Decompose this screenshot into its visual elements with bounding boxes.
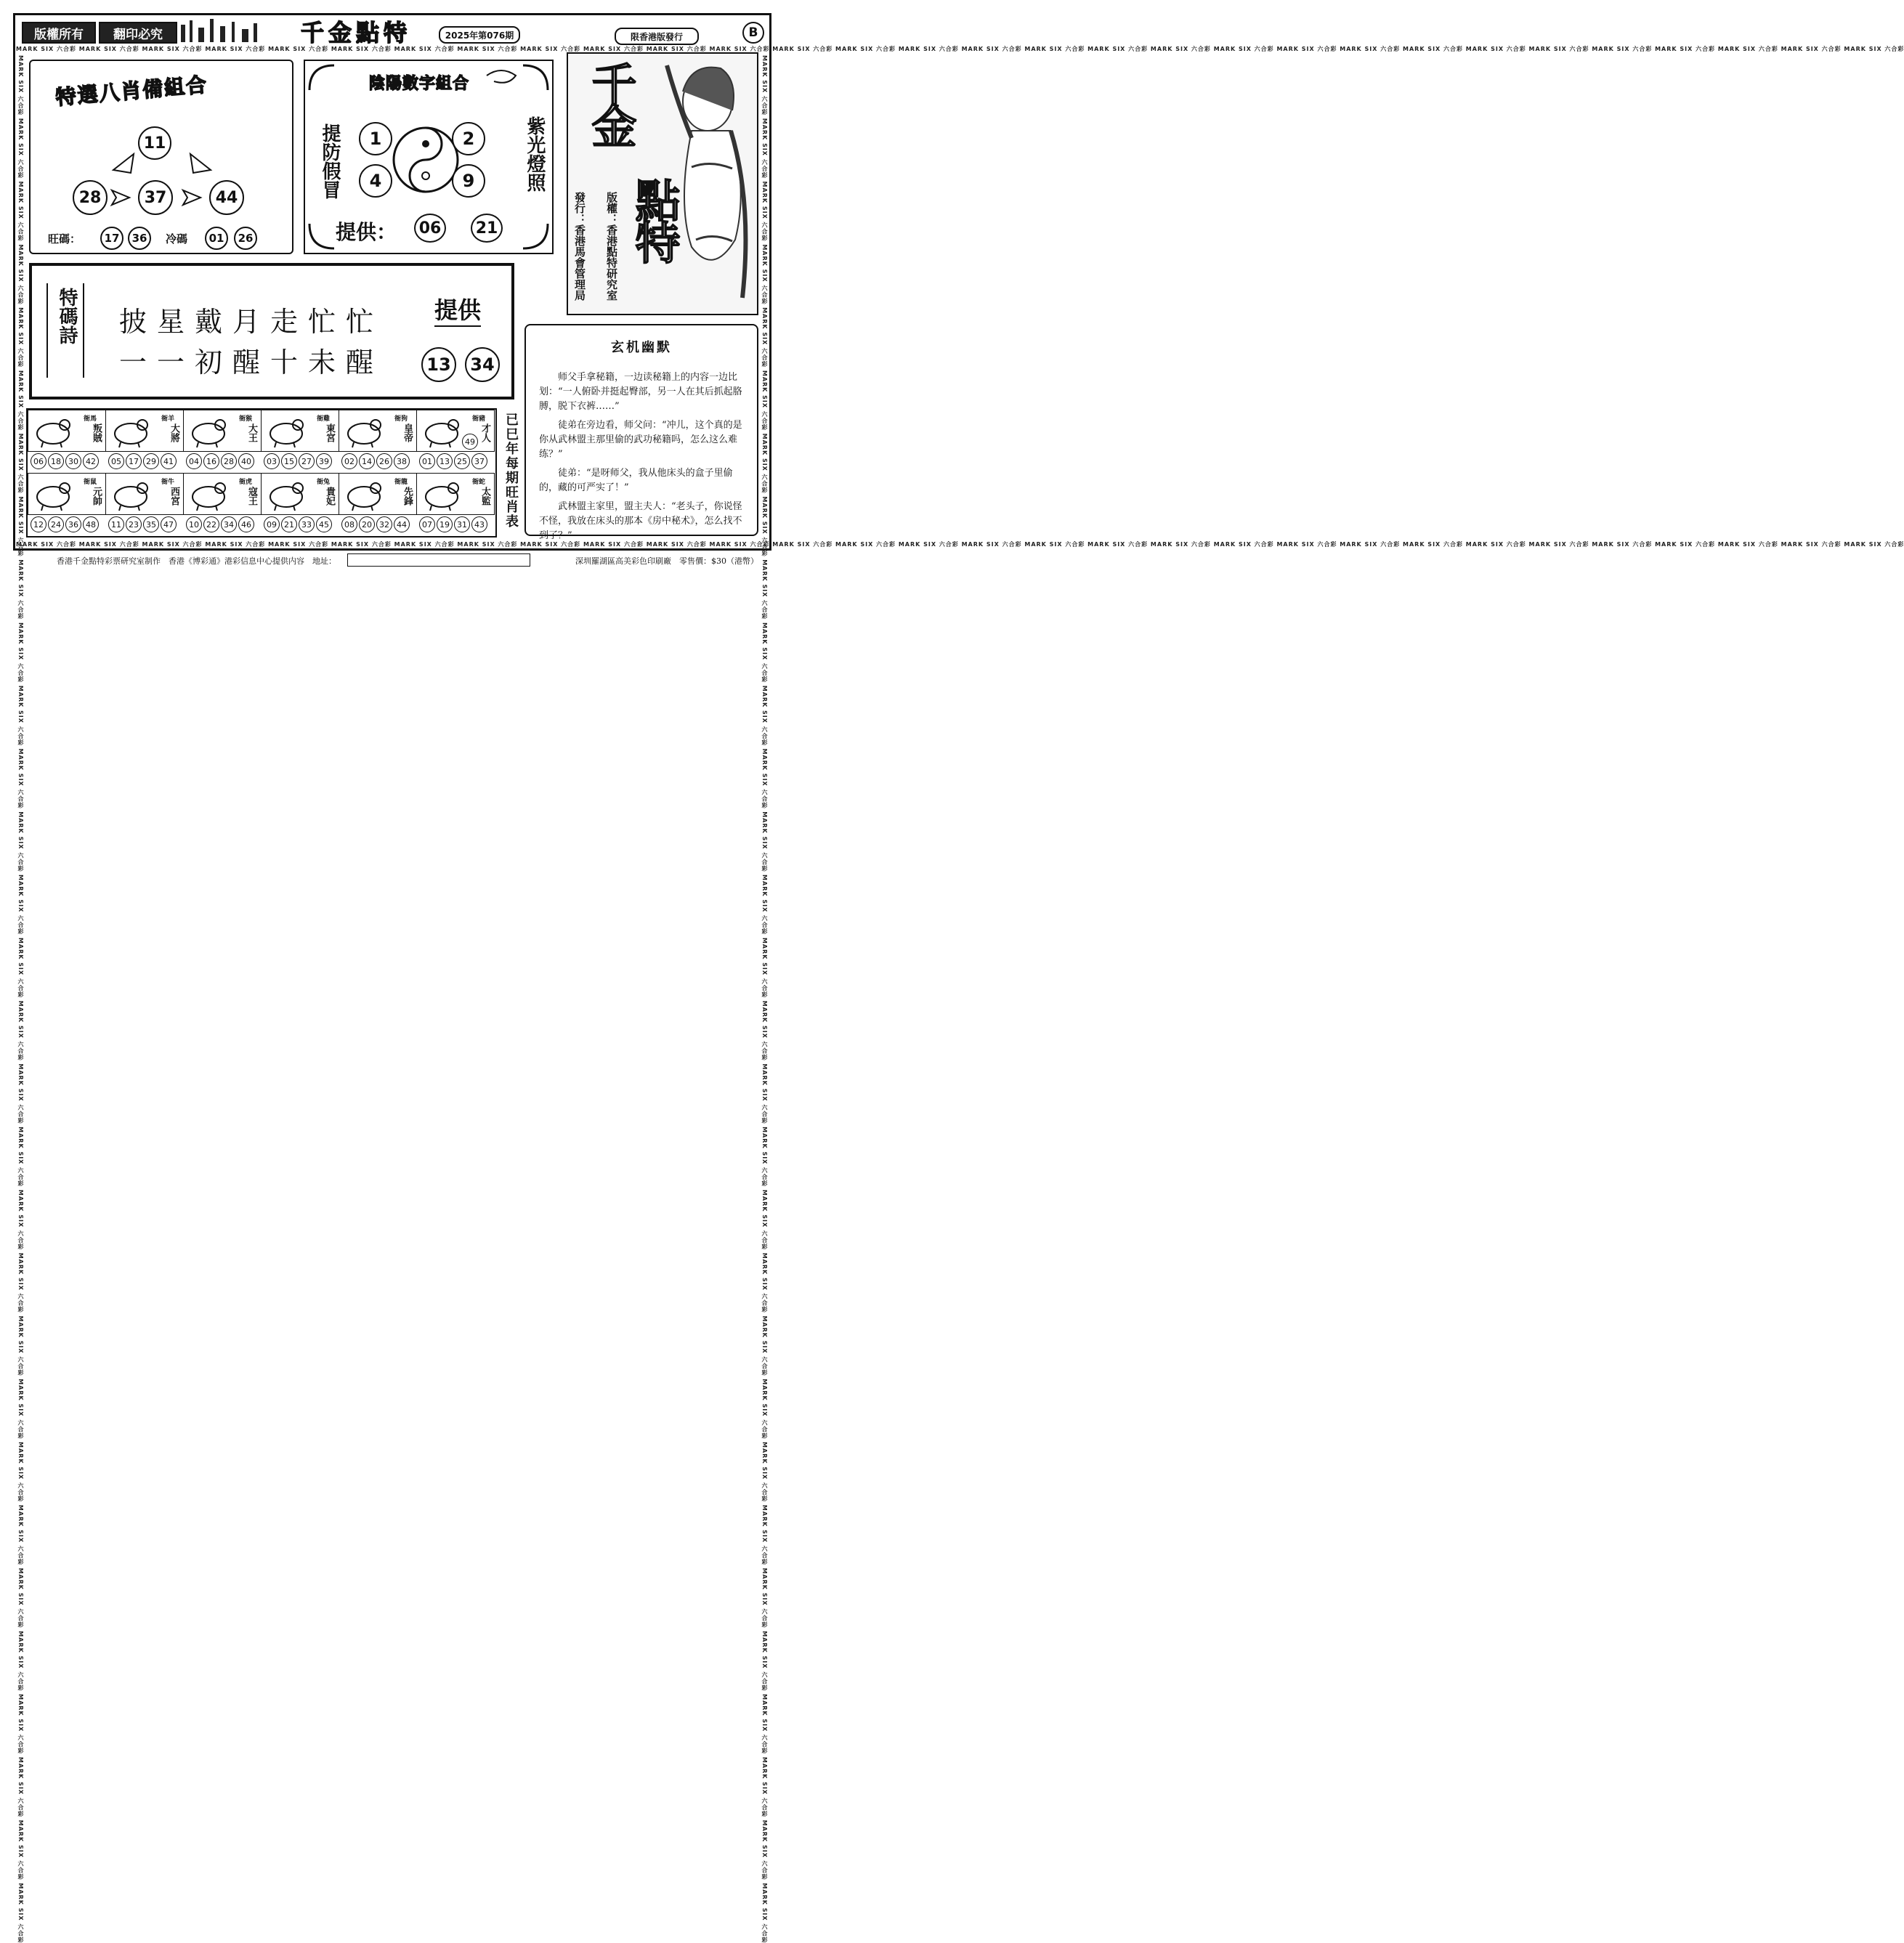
arrow-icon xyxy=(180,189,203,206)
zodiac-number: 03 xyxy=(264,453,280,469)
zodiac-label: 西宮 xyxy=(169,487,179,506)
zodiac-number-row xyxy=(186,516,256,532)
zodiac-number: 19 xyxy=(437,516,453,532)
zodiac-animal-icon xyxy=(188,413,229,448)
zodiac-animal-icon xyxy=(110,413,151,448)
zodiac-number: 32 xyxy=(376,516,392,532)
issue-text: 2025年第076期 xyxy=(445,30,514,41)
zodiac-number: 40 xyxy=(238,453,254,469)
zodiac-cell xyxy=(261,473,339,515)
poem-line-2: 一一初醒十未醒 xyxy=(119,346,384,378)
zodiac-tag: 衙龍 xyxy=(394,479,408,486)
story-paragraph-2: 徒弟在旁边看，师父问：“冲儿，这个真的是你从武林盟主那里偷的武功秘籍吗，怎么这么难练？” xyxy=(539,420,742,460)
hot-label: 旺碼： xyxy=(48,232,81,246)
zodiac-number-row xyxy=(264,516,333,532)
zodiac-number-row xyxy=(108,453,178,469)
arrow-icon xyxy=(109,189,132,206)
zodiac-number: 13 xyxy=(437,453,453,469)
zodiac-number: 06 xyxy=(31,453,46,469)
zodiac-number: 30 xyxy=(65,453,81,469)
combo-number-1: 28 xyxy=(73,180,108,215)
brand-line-1: 版權：香港點特研究室 xyxy=(605,192,618,301)
zodiac-tag: 衙虎 xyxy=(239,479,253,486)
zodiac-tag: 衙猴 xyxy=(239,415,253,423)
footer-right: 深圳羅湖區高美彩色印刷廠 零售價：$30（港幣） xyxy=(575,556,758,566)
story-paragraph-3: 徒弟：“是呀师父，我从他床头的盒子里偷的，藏的可严实了！” xyxy=(539,468,733,493)
yinyang-number-1: 1 xyxy=(359,122,392,155)
zodiac-number: 28 xyxy=(221,453,237,469)
story-panel xyxy=(524,324,758,541)
zodiac-label: 元帥 xyxy=(91,487,102,506)
issue-badge xyxy=(439,26,520,44)
footer-address-box xyxy=(347,553,530,567)
zodiac-number: 43 xyxy=(471,516,487,532)
zodiac-number-row xyxy=(341,516,411,532)
zodiac-number: 42 xyxy=(83,453,99,469)
distribution-badge xyxy=(615,28,699,45)
zodiac-number: 20 xyxy=(359,516,375,532)
yinyang-provide-2: 21 xyxy=(471,214,503,243)
zodiac-animal-icon xyxy=(421,476,462,511)
yinyang-title: 陰陽數字組合 xyxy=(369,75,470,93)
zodiac-number: 26 xyxy=(376,453,392,469)
zodiac-label: 太監 xyxy=(479,487,490,506)
mark-strip-text: MARK SIX 六合彩 MARK SIX 六合彩 MARK SIX 六合彩 MARK SIX 六合彩 MARK SIX 六合彩 MARK SIX 六合彩 MARK SIX 六合彩 MARK SIX 六合彩 MARK SIX 六合彩 MARK SIX 六合彩 MARK SIX 六合彩 MARK SIX 六合彩 MARK SIX 六合彩 MARK SIX 六合彩 MARK SIX 六合彩 MARK SIX 六合彩 MARK SIX 六合彩 MARK SIX 六合彩 MARK SIX 六合彩 MARK SIX 六合彩 MARK SIX 六合彩 MARK SIX 六合彩 MARK SIX 六合彩 MARK SIX 六合彩 MARK SIX 六合彩 MARK SIX 六合彩 MARK SIX 六合彩 MARK SIX 六合彩 MARK SIX 六合彩 MARK SIX 六合彩 xyxy=(16,541,1904,548)
zodiac-label: 才人 xyxy=(479,423,490,442)
zodiac-label: 大王 xyxy=(246,423,257,442)
zodiac-number-row xyxy=(419,453,489,469)
copyright-text: 版權所有 xyxy=(34,27,84,42)
zodiac-label: 貴妃 xyxy=(324,487,335,506)
zodiac-number: 14 xyxy=(359,453,375,469)
zodiac-combo-title: 特選八肖備組合 xyxy=(54,72,209,110)
zodiac-animal-icon xyxy=(266,476,307,511)
zodiac-table xyxy=(26,408,497,538)
footer-left: 香港千金點特彩票研究室制作 香港《博彩通》港彩信息中心提供内容 地址： xyxy=(57,556,336,566)
zodiac-number-row xyxy=(31,453,100,469)
zodiac-number: 37 xyxy=(471,453,487,469)
zodiac-tag: 衙雞 xyxy=(317,415,331,423)
zodiac-number: 38 xyxy=(394,453,410,469)
story-paragraph-1: 师父手拿秘籍，一边读秘籍上的内容一边比划：“一人俯卧并挺起臀部，另一人在其后抓起胳膊，脱下衣裤……” xyxy=(539,372,742,412)
zodiac-animal-icon xyxy=(188,476,229,511)
zodiac-number: 25 xyxy=(454,453,470,469)
zodiac-cell xyxy=(416,473,495,515)
cold-label: 冷碼 xyxy=(166,232,188,246)
zodiac-number: 08 xyxy=(341,516,357,532)
zodiac-cell xyxy=(339,410,417,452)
zodiac-number: 18 xyxy=(48,453,64,469)
brand-big-title-2: 點特 xyxy=(628,177,681,261)
zodiac-number: 35 xyxy=(143,516,159,532)
zodiac-cell xyxy=(28,473,106,515)
zodiac-cell xyxy=(183,410,262,452)
piracy-badge xyxy=(99,22,177,44)
zodiac-animal-icon xyxy=(344,476,384,511)
zodiac-number: 29 xyxy=(143,453,159,469)
zodiac-number-row xyxy=(31,516,100,532)
zodiac-label: 先鋒 xyxy=(402,487,413,506)
zodiac-label: 東宮 xyxy=(324,423,335,442)
zodiac-number: 31 xyxy=(454,516,470,532)
zodiac-label: 寇王 xyxy=(246,487,257,506)
zodiac-cell xyxy=(28,410,106,452)
zodiac-number-row xyxy=(108,516,178,532)
zodiac-number: 04 xyxy=(186,453,202,469)
mark-strip-text: MARK SIX 六合彩 MARK SIX 六合彩 MARK SIX 六合彩 MARK SIX 六合彩 MARK SIX 六合彩 MARK SIX 六合彩 MARK SIX 六合彩 MARK SIX 六合彩 MARK SIX 六合彩 MARK SIX 六合彩 MARK SIX 六合彩 MARK SIX 六合彩 MARK SIX 六合彩 MARK SIX 六合彩 MARK SIX 六合彩 MARK SIX 六合彩 MARK SIX 六合彩 MARK SIX 六合彩 MARK SIX 六合彩 MARK SIX 六合彩 MARK SIX 六合彩 MARK SIX 六合彩 MARK SIX 六合彩 MARK SIX 六合彩 MARK SIX 六合彩 MARK SIX 六合彩 MARK SIX 六合彩 MARK SIX 六合彩 MARK SIX 六合彩 MARK SIX 六合彩 xyxy=(16,46,1904,52)
skyline-graphic xyxy=(178,17,265,42)
zodiac-label: 叛賊 xyxy=(91,423,102,442)
left-mark-strip xyxy=(16,55,25,1943)
zodiac-cell xyxy=(339,473,417,515)
zodiac-animal-icon xyxy=(266,413,307,448)
edition-text: B xyxy=(748,25,758,40)
zodiac-number: 12 xyxy=(31,516,46,532)
zodiac-number: 10 xyxy=(186,516,202,532)
zodiac-number: 45 xyxy=(316,516,332,532)
zodiac-number-row xyxy=(186,453,256,469)
yinyang-provide-1: 06 xyxy=(414,214,446,243)
zodiac-tag: 衙狗 xyxy=(394,415,408,423)
yinyang-number-2: 2 xyxy=(452,122,485,155)
poem-label-border xyxy=(46,283,84,378)
zodiac-number-row xyxy=(264,453,333,469)
zodiac-label: 大將 xyxy=(169,423,179,442)
zodiac-extra-number: 49 xyxy=(462,434,478,450)
zodiac-animal-icon xyxy=(110,476,151,511)
zodiac-label: 皇帝 xyxy=(402,423,413,442)
cold-number-2: 26 xyxy=(234,227,257,250)
yinyang-panel xyxy=(304,60,554,254)
zodiac-tag: 衙羊 xyxy=(161,415,175,423)
brand-big-title-1: 千金 xyxy=(584,61,637,145)
zodiac-number: 21 xyxy=(281,516,297,532)
zodiac-cell xyxy=(261,410,339,452)
zodiac-number: 36 xyxy=(65,516,81,532)
poem-line-1: 披星戴月走忙忙 xyxy=(119,306,384,338)
arrow-left-icon xyxy=(109,151,138,176)
copyright-badge xyxy=(22,22,96,44)
poem-provide-label: 提供 xyxy=(434,292,481,327)
mark-strip-text: MARK SIX 六合彩 MARK SIX 六合彩 MARK SIX 六合彩 MARK SIX 六合彩 MARK SIX 六合彩 MARK SIX 六合彩 MARK SIX 六合彩 MARK SIX 六合彩 MARK SIX 六合彩 MARK SIX 六合彩 MARK SIX 六合彩 MARK SIX 六合彩 MARK SIX 六合彩 MARK SIX 六合彩 MARK SIX 六合彩 MARK SIX 六合彩 MARK SIX 六合彩 MARK SIX 六合彩 MARK SIX 六合彩 MARK SIX 六合彩 MARK SIX 六合彩 MARK SIX 六合彩 MARK SIX 六合彩 MARK SIX 六合彩 MARK SIX 六合彩 MARK SIX 六合彩 MARK SIX 六合彩 MARK SIX 六合彩 MARK SIX 六合彩 MARK SIX 六合彩 xyxy=(761,55,768,1943)
yinyang-provide-label: 提供： xyxy=(336,220,397,244)
zodiac-animal-icon xyxy=(33,476,73,511)
combo-center-number: 11 xyxy=(138,126,171,160)
zodiac-number: 05 xyxy=(108,453,124,469)
zodiac-cell xyxy=(105,410,184,452)
zodiac-combo-panel xyxy=(29,60,293,254)
combo-number-2: 37 xyxy=(138,180,173,215)
zodiac-number: 11 xyxy=(108,516,124,532)
zodiac-number: 47 xyxy=(161,516,177,532)
yinyang-right-text: 紫光燈照 xyxy=(524,116,546,192)
zodiac-number: 44 xyxy=(394,516,410,532)
poem-number-2: 34 xyxy=(465,347,500,382)
zodiac-number: 48 xyxy=(83,516,99,532)
side-table-title: 已巳年每期旺肖表 xyxy=(503,413,519,529)
zodiac-number: 07 xyxy=(419,516,435,532)
hot-number-1: 17 xyxy=(100,227,123,250)
zodiac-number: 39 xyxy=(316,453,332,469)
zodiac-cell xyxy=(183,473,262,515)
yinyang-number-4: 9 xyxy=(452,164,485,198)
combo-number-3: 44 xyxy=(209,180,244,215)
zodiac-number: 22 xyxy=(203,516,219,532)
zodiac-tag: 衙鼠 xyxy=(84,479,97,486)
zodiac-animal-icon xyxy=(421,413,462,448)
zodiac-number: 24 xyxy=(48,516,64,532)
zodiac-number: 15 xyxy=(281,453,297,469)
zodiac-cell xyxy=(105,473,184,515)
zodiac-cell xyxy=(416,410,495,452)
brand-line-2: 發行：香港馬會管理局 xyxy=(573,192,586,301)
zodiac-number: 33 xyxy=(299,516,315,532)
zodiac-number: 41 xyxy=(161,453,177,469)
poem-panel xyxy=(29,263,514,399)
poem-number-1: 13 xyxy=(421,347,456,382)
zodiac-animal-icon xyxy=(33,413,73,448)
zodiac-number: 01 xyxy=(419,453,435,469)
edition-badge xyxy=(742,22,764,44)
zodiac-animal-icon xyxy=(344,413,384,448)
arrow-right-icon xyxy=(186,151,215,176)
brand-panel xyxy=(567,52,758,315)
zodiac-number: 09 xyxy=(264,516,280,532)
zodiac-number: 23 xyxy=(126,516,142,532)
zodiac-tag: 衙豬 xyxy=(472,415,486,423)
mark-strip-text: MARK SIX 六合彩 MARK SIX 六合彩 MARK SIX 六合彩 MARK SIX 六合彩 MARK SIX 六合彩 MARK SIX 六合彩 MARK SIX 六合彩 MARK SIX 六合彩 MARK SIX 六合彩 MARK SIX 六合彩 MARK SIX 六合彩 MARK SIX 六合彩 MARK SIX 六合彩 MARK SIX 六合彩 MARK SIX 六合彩 MARK SIX 六合彩 MARK SIX 六合彩 MARK SIX 六合彩 MARK SIX 六合彩 MARK SIX 六合彩 MARK SIX 六合彩 MARK SIX 六合彩 MARK SIX 六合彩 MARK SIX 六合彩 MARK SIX 六合彩 MARK SIX 六合彩 MARK SIX 六合彩 MARK SIX 六合彩 MARK SIX 六合彩 MARK SIX 六合彩 xyxy=(17,55,24,1943)
right-mark-strip xyxy=(760,55,769,1943)
distribution-text: 限香港版發行 xyxy=(630,31,683,42)
cold-number-1: 01 xyxy=(205,227,228,250)
yinyang-icon xyxy=(391,125,461,195)
zodiac-number-row xyxy=(419,516,489,532)
zodiac-number: 27 xyxy=(299,453,315,469)
story-body xyxy=(539,370,745,548)
story-title: 玄机幽默 xyxy=(611,340,672,355)
zodiac-tag: 衙兔 xyxy=(317,479,331,486)
zodiac-number: 02 xyxy=(341,453,357,469)
zodiac-tag: 衙牛 xyxy=(161,479,175,486)
piracy-text: 翻印必究 xyxy=(113,27,163,42)
zodiac-number-row xyxy=(341,453,411,469)
zodiac-tag: 衙馬 xyxy=(84,415,97,423)
zodiac-number: 34 xyxy=(221,516,237,532)
zodiac-number: 46 xyxy=(238,516,254,532)
zodiac-number: 16 xyxy=(203,453,219,469)
zodiac-tag: 衙蛇 xyxy=(472,479,486,486)
yinyang-number-3: 4 xyxy=(359,164,392,198)
hot-number-2: 36 xyxy=(128,227,151,250)
skyline-icon xyxy=(178,17,265,42)
poem-label: 特碼詩 xyxy=(56,288,78,344)
yinyang-left-text: 提防假冒 xyxy=(319,123,341,199)
zodiac-number: 17 xyxy=(126,453,142,469)
header-title: 千金點特 xyxy=(300,19,411,46)
story-paragraph-4: 武林盟主家里，盟主夫人：“老头子，你说怪不怪，我放在床头的那本《房中秘术》，怎么找不到了？” xyxy=(539,501,742,541)
